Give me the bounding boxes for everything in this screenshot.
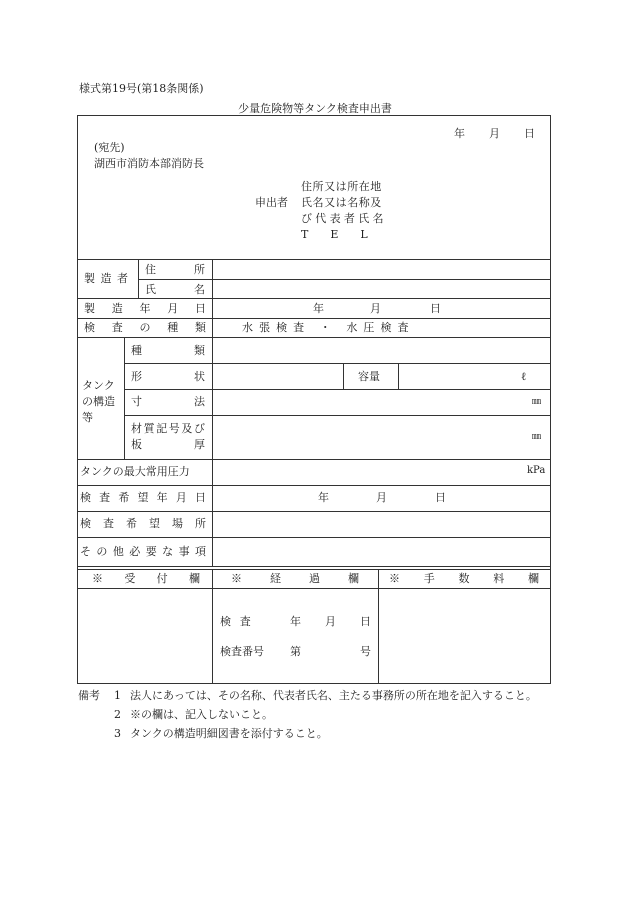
inspection-label: 検査 (220, 615, 260, 628)
form-number-label: 様式第19号(第18条関係) (79, 82, 204, 95)
inspection-number-label: 検査番号 (220, 645, 264, 658)
reception-column-header: ※受付欄 (92, 572, 200, 585)
manufacture-date-year: 年 (313, 302, 324, 315)
inspection-type-label: 検査の種類 (84, 321, 206, 334)
max-pressure-label: タンクの最大常用圧力 (80, 465, 190, 478)
date-year-label: 年 (454, 127, 465, 140)
tank-structure-label: タンクの構造等 (82, 379, 115, 424)
desired-date-year: 年 (318, 491, 329, 504)
remarks-label: 備考 (78, 689, 100, 702)
desired-date-month: 月 (376, 491, 387, 504)
inspection-day: 日 (360, 615, 371, 628)
remark-2-text: ※の欄は、記入しないこと。 (130, 708, 273, 721)
manufacturer-label: 製造者 (84, 272, 134, 285)
manufacture-date-month: 月 (370, 302, 381, 315)
addressee-prefix: (宛先) (94, 141, 125, 154)
document-title: 少量危険物等タンク検査申出書 (238, 102, 392, 115)
max-pressure-unit: kPa (527, 465, 546, 476)
remark-1-text: 法人にあっては、その名称、代表者氏名、主たる事務所の所在地を記入すること。 (130, 689, 537, 702)
manufacturer-address-label: 住所 (145, 263, 205, 276)
date-month-label: 月 (489, 127, 500, 140)
tank-capacity-unit: ℓ (521, 370, 527, 383)
manufacturer-name-label: 氏名 (145, 283, 205, 296)
tank-dimensions-unit: ㎜ (532, 397, 542, 407)
inspection-year: 年 (290, 615, 301, 628)
remark-2-number: 2 (114, 708, 121, 721)
tank-dimensions-label: 寸法 (131, 395, 205, 408)
remark-3-number: 3 (114, 727, 121, 740)
tank-capacity-label: 容量 (358, 370, 380, 383)
manufacture-date-label: 製造年月日 (84, 302, 206, 315)
tank-material-label: 材質記号及び (131, 422, 205, 435)
remark-1-number: 1 (114, 689, 121, 702)
tank-thickness-label: 板厚 (131, 438, 205, 451)
remark-3-text: タンクの構造明細図書を添付すること。 (130, 727, 328, 740)
progress-column-header: ※経過欄 (231, 572, 359, 585)
fee-column-header: ※手数料欄 (389, 572, 539, 585)
inspection-number-suffix: 号 (360, 645, 371, 658)
tank-shape-label: 形状 (131, 370, 205, 383)
inspection-month: 月 (325, 615, 336, 628)
desired-date-label: 検査希望年月日 (80, 491, 206, 504)
tank-type-label: 種類 (131, 344, 205, 357)
other-matters-label: その他必要な事項 (80, 545, 206, 558)
inspection-type-value: 水張検査 ・ 水圧検査 (242, 321, 415, 334)
applicant-tel-label: T E L (301, 228, 368, 241)
applicant-label: 申出者 (255, 196, 288, 209)
addressee-name: 湖西市消防本部消防長 (94, 157, 204, 170)
manufacture-date-day: 日 (430, 302, 441, 315)
applicant-line-1: 住所又は所在地 (301, 180, 382, 193)
desired-place-label: 検査希望場所 (80, 517, 206, 530)
applicant-line-2: 氏名又は名称及 (301, 196, 382, 209)
inspection-number-prefix: 第 (290, 645, 301, 658)
desired-date-day: 日 (435, 491, 446, 504)
date-day-label: 日 (524, 127, 535, 140)
tank-thickness-unit: ㎜ (532, 432, 542, 442)
applicant-line-3: び代表者氏名 (301, 212, 387, 225)
